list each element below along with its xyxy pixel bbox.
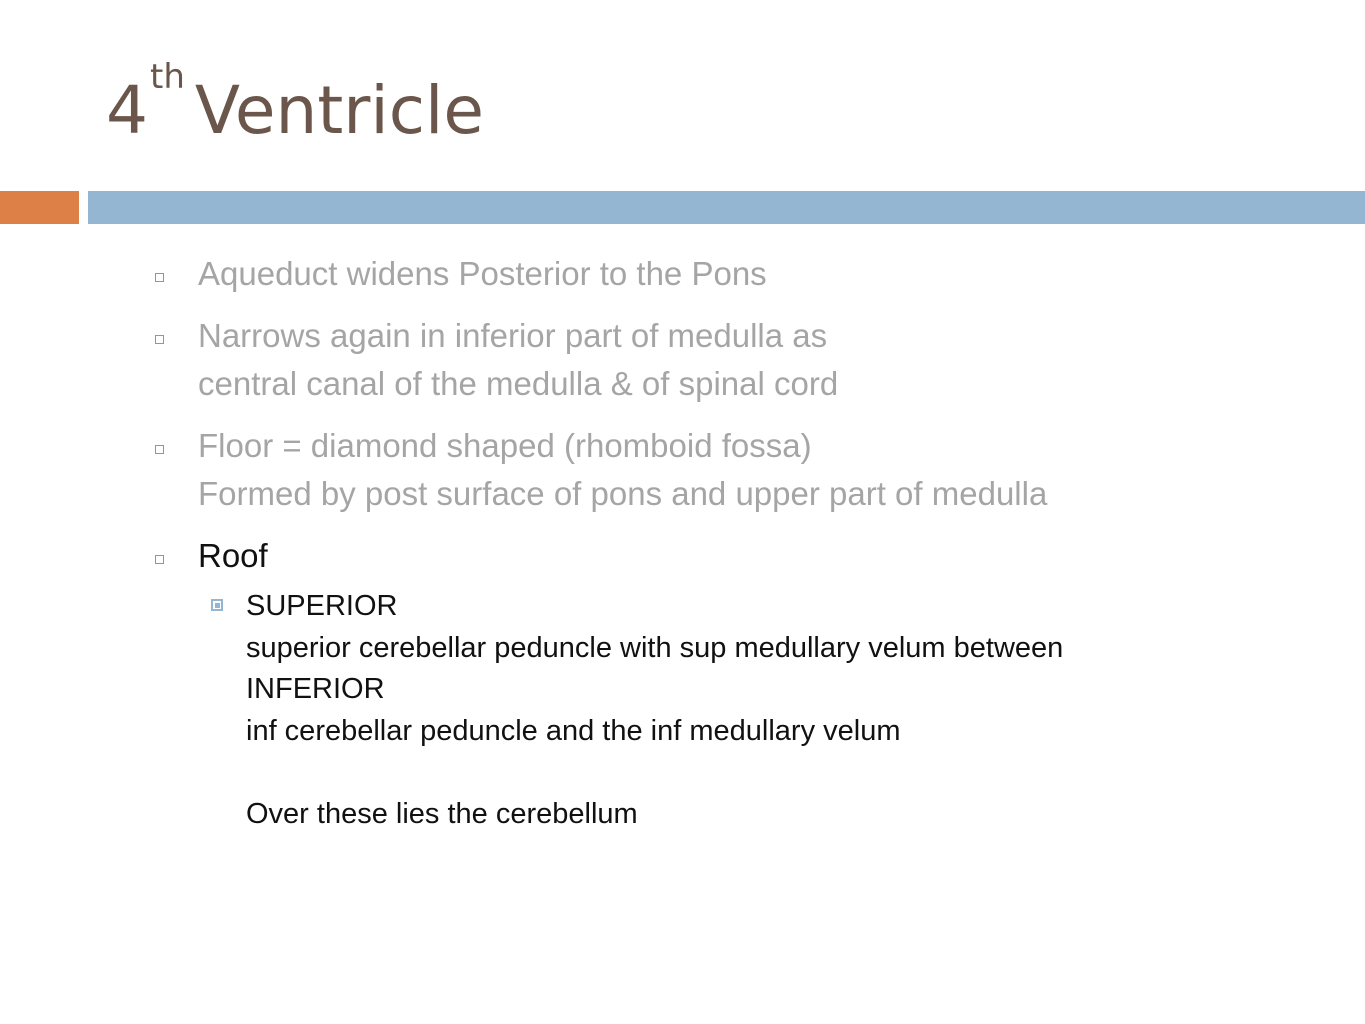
accent-bar-orange [0, 191, 79, 224]
sub-line: inf cerebellar peduncle and the inf medullary velum [246, 714, 901, 747]
square-bullet-icon [155, 335, 164, 344]
sub-line: SUPERIOR [246, 590, 398, 622]
sub-line: Over these lies the cerebellum [246, 797, 638, 830]
bullet-text [198, 250, 1272, 298]
bullet-narrows [152, 312, 1272, 408]
bullet-text [198, 312, 1272, 408]
accent-bar-blue [88, 191, 1365, 224]
filled-square-bullet-icon [211, 599, 223, 611]
square-bullet-icon [155, 445, 164, 454]
bullet-aqueduct [152, 250, 1272, 298]
bullet-line: Formed by post surface of pons and upper part of medulla [198, 475, 1048, 512]
title-number: 4 [106, 72, 148, 149]
bullet-line: central canal of the medulla & of spinal cord [198, 365, 839, 402]
sub-line-blank [246, 752, 1272, 794]
bullet-fill [215, 603, 220, 608]
square-bullet-icon [155, 273, 164, 282]
sub-bullet-text [246, 586, 1272, 835]
bullet-roof [152, 532, 1272, 835]
slide-content [152, 250, 1272, 849]
bullet-line: Narrows again in inferior part of medulla as [198, 317, 828, 354]
square-bullet-icon [155, 555, 164, 564]
sub-line: INFERIOR [246, 673, 385, 705]
slide-title [106, 57, 484, 156]
bullet-text [198, 422, 1272, 518]
bullet-line: Aqueduct widens Posterior to the Pons [198, 255, 767, 292]
sub-line: superior cerebellar peduncle with sup medullary velum between [246, 631, 1064, 664]
bullet-floor [152, 422, 1272, 518]
sub-bullet-roof-detail [152, 586, 1272, 835]
bullet-line: Floor = diamond shaped (rhomboid fossa) [198, 427, 812, 464]
title-text: Ventricle [194, 72, 484, 149]
bullet-text [198, 532, 1272, 580]
title-superscript: th [150, 57, 185, 97]
bullet-line: Roof [198, 537, 268, 574]
